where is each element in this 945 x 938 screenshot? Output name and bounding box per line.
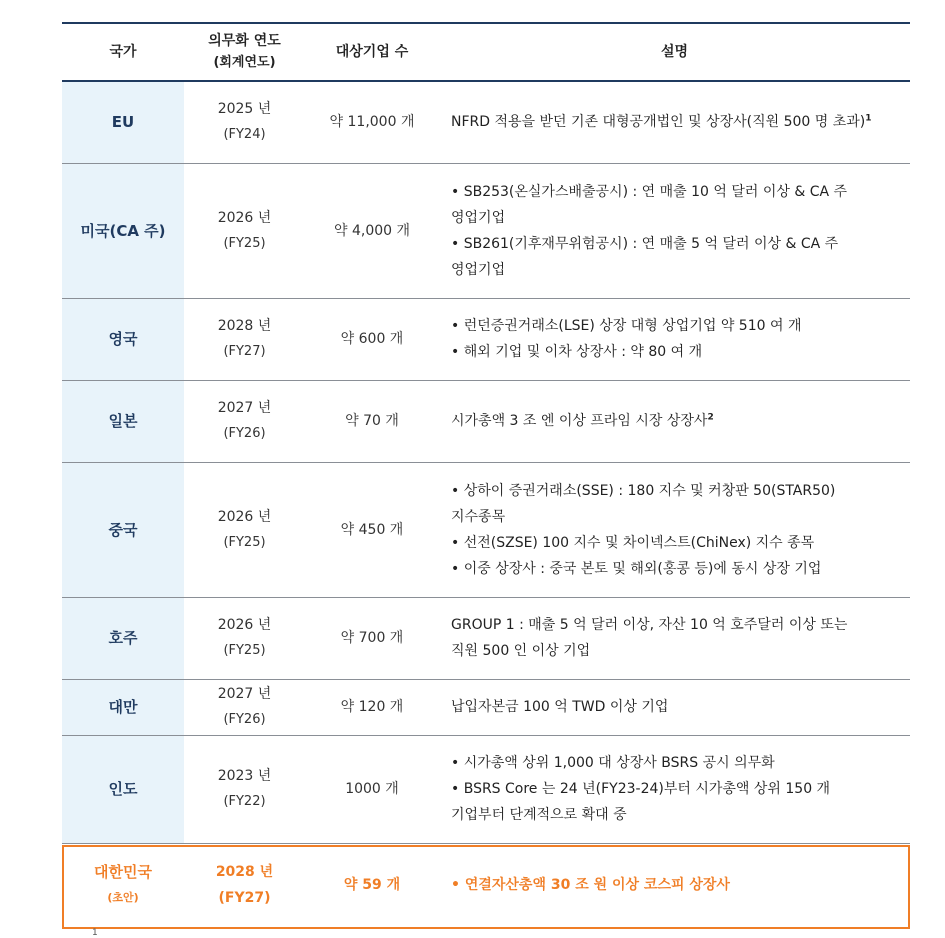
footnote-marker: 2 bbox=[707, 412, 714, 423]
desc-cell: • 연결자산총액 30 조 원 이상 코스피 상장사 bbox=[439, 843, 910, 927]
desc-line: • 해외 기업 및 이차 상장사 : 약 80 여 개 bbox=[451, 344, 703, 360]
table-row bbox=[62, 462, 910, 597]
year-value: 2027 년 bbox=[217, 400, 272, 416]
desc-line: 영업기업 bbox=[451, 261, 506, 278]
desc-cell bbox=[439, 597, 910, 679]
fiscal-year: (FY24) bbox=[223, 127, 266, 143]
country-cell: 미국(CA 주) bbox=[62, 163, 184, 298]
year-value: 2026 년 bbox=[217, 209, 272, 226]
footnote-marker: 1 bbox=[92, 928, 98, 938]
footnote-marker: 1 bbox=[865, 113, 872, 124]
desc-text: 시가총액 3 조 엔 이상 프라임 시장 상장사 bbox=[451, 413, 708, 429]
year-cell bbox=[184, 81, 305, 163]
count-cell: 약 450 개 bbox=[340, 521, 404, 538]
desc-cell bbox=[439, 298, 910, 380]
fiscal-year: (FY25) bbox=[223, 643, 266, 658]
desc-line: • 선전(SZSE) 100 지수 및 차이넥스트(ChiNex) 지수 종목 bbox=[451, 534, 815, 551]
year-cell bbox=[184, 462, 305, 597]
country-cell: 일본 bbox=[62, 380, 184, 462]
country-cell: 영국 bbox=[62, 298, 184, 380]
desc-line bbox=[451, 109, 902, 135]
year-cell bbox=[184, 163, 305, 298]
highlighted-row bbox=[62, 843, 910, 927]
desc-line: 직원 500 인 이상 기업 bbox=[451, 643, 591, 659]
draft-label: (초안) bbox=[107, 891, 139, 905]
desc-line: • 이중 상장사 : 중국 본토 및 해외(홍콩 등)에 동시 상장 기업 bbox=[451, 560, 822, 577]
country-cell: 대만 bbox=[62, 679, 184, 735]
desc-line: • BSRS Core 는 24 년(FY23-24)부터 시가총액 상위 150 개 bbox=[451, 781, 831, 797]
desc-text: NFRD 적용을 받던 기존 대형공개법인 및 상장사(직원 500 명 초과) bbox=[451, 114, 866, 131]
country-cell: 중국 bbox=[62, 462, 184, 597]
desc-line: • 시가총액 상위 1,000 대 상장사 BSRS 공시 의무화 bbox=[451, 755, 775, 771]
header-count: 대상기업 수 bbox=[335, 44, 409, 60]
table-row bbox=[62, 298, 910, 380]
table-container bbox=[62, 22, 910, 927]
year-value: 2028 년 bbox=[217, 318, 272, 334]
year-value: 2025 년 bbox=[217, 101, 272, 118]
table-row bbox=[62, 380, 910, 462]
header-year-line1: 의무화 연도 bbox=[208, 33, 281, 49]
desc-line: • 런던증권거래소(LSE) 상장 대형 상업기업 약 510 여 개 bbox=[451, 318, 802, 334]
desc-cell bbox=[439, 679, 910, 735]
desc-cell bbox=[439, 462, 910, 597]
table-row bbox=[62, 163, 910, 298]
desc-line: • 상하이 증권거래소(SSE) : 180 지수 및 커창판 50(STAR50) bbox=[451, 482, 836, 499]
fiscal-year: (FY27) bbox=[223, 344, 266, 359]
header-year bbox=[184, 23, 305, 81]
year-cell bbox=[184, 679, 305, 735]
desc-line: 납입자본금 100 억 TWD 이상 기업 bbox=[451, 699, 669, 715]
count-cell: 약 70 개 bbox=[345, 413, 399, 429]
fiscal-year: (FY25) bbox=[223, 534, 266, 550]
count-cell: 약 120 개 bbox=[340, 699, 404, 715]
count-cell: 약 600 개 bbox=[340, 331, 404, 347]
fiscal-year: (FY26) bbox=[223, 712, 266, 727]
desc-line: 영업기업 bbox=[451, 209, 506, 226]
desc-cell bbox=[439, 81, 910, 163]
desc-cell bbox=[439, 735, 910, 843]
count-cell: 1000 개 bbox=[345, 781, 399, 797]
country-name: 대한민국 bbox=[94, 863, 152, 882]
regulation-table bbox=[62, 22, 910, 927]
country-cell: EU bbox=[62, 81, 184, 163]
year-cell bbox=[184, 380, 305, 462]
desc-line: 기업부터 단계적으로 확대 중 bbox=[451, 807, 627, 823]
header-row bbox=[62, 23, 910, 81]
year-cell bbox=[184, 298, 305, 380]
year-cell bbox=[184, 843, 305, 927]
table-row bbox=[62, 597, 910, 679]
table-row bbox=[62, 679, 910, 735]
header-country: 국가 bbox=[109, 44, 137, 60]
desc-line: • SB253(온실가스배출공시) : 연 매출 10 억 달러 이상 & CA 주 bbox=[451, 183, 848, 200]
desc-line bbox=[451, 408, 902, 434]
fiscal-year: (FY26) bbox=[223, 426, 266, 441]
count-cell: 약 11,000 개 bbox=[329, 114, 415, 131]
desc-line: • SB261(기후재무위험공시) : 연 매출 5 억 달러 이상 & CA 주 bbox=[451, 235, 839, 252]
fiscal-year: (FY22) bbox=[223, 794, 266, 809]
fiscal-year: (FY25) bbox=[223, 235, 266, 251]
year-value: 2026 년 bbox=[217, 617, 272, 633]
year-cell bbox=[184, 597, 305, 679]
year-value: 2028 년 bbox=[215, 864, 274, 881]
desc-line: 지수종목 bbox=[451, 508, 506, 525]
fiscal-year: (FY27) bbox=[218, 890, 271, 907]
year-cell bbox=[184, 735, 305, 843]
country-cell: 호주 bbox=[62, 597, 184, 679]
count-cell: 약 700 개 bbox=[340, 630, 404, 646]
desc-cell bbox=[439, 380, 910, 462]
count-cell: 약 4,000 개 bbox=[333, 222, 411, 239]
country-cell: 인도 bbox=[62, 735, 184, 843]
header-year-line2: (회계연도) bbox=[213, 55, 276, 70]
year-value: 2026 년 bbox=[217, 508, 272, 525]
header-desc: 설명 bbox=[660, 44, 689, 60]
desc-line: GROUP 1 : 매출 5 억 달러 이상, 자산 10 억 호주달러 이상 또는 bbox=[451, 617, 848, 633]
year-value: 2027 년 bbox=[217, 686, 272, 702]
country-cell bbox=[62, 843, 184, 927]
table-row bbox=[62, 735, 910, 843]
count-cell: 약 59 개 bbox=[305, 843, 439, 927]
table-row bbox=[62, 81, 910, 163]
desc-cell bbox=[439, 163, 910, 298]
year-value: 2023 년 bbox=[217, 768, 272, 784]
